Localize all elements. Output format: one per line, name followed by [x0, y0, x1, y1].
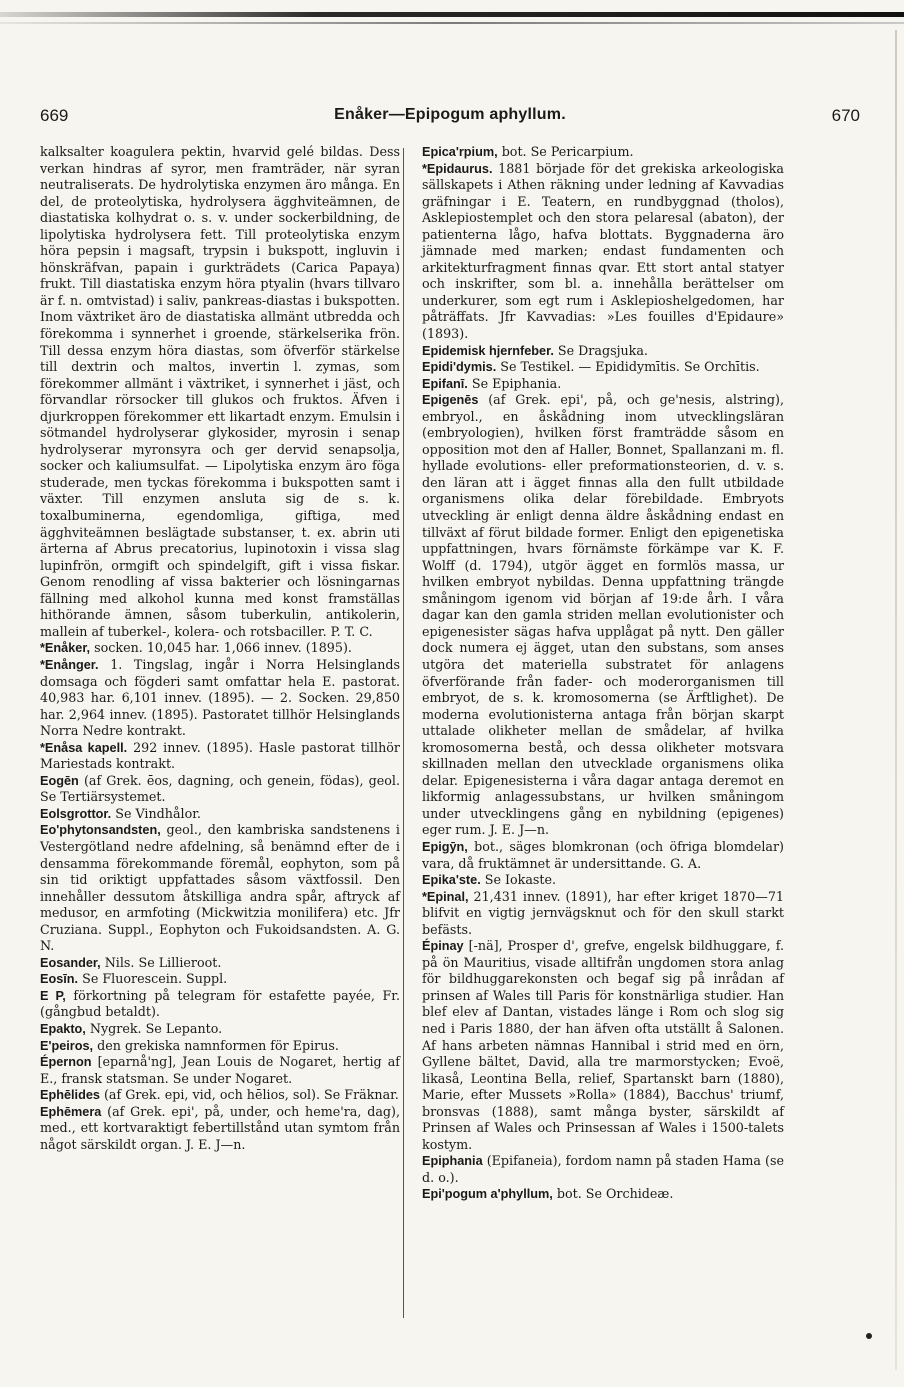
page-header: [40, 106, 860, 130]
entry-lemma: Eosander,: [40, 955, 101, 970]
entry: [422, 343, 784, 360]
margin-dot-mark: [866, 1333, 872, 1339]
entry: [422, 376, 784, 393]
entry: [422, 1186, 784, 1203]
running-head: Enåker—Epipogum aphyllum.: [334, 106, 566, 123]
entry: [422, 392, 784, 839]
entry-text: (af Grek. epi', på, och ge'nesis, alstring), embryol., en åskådning inom utvecklingsläran (embryologien), hvilken först framträdde såsom en opposition mot den af Haller, Bonnet, Spallanzani m. fl. hyllade evolutions- eller preformationsteorien, d. v. s. den läran att i ägget finnas alla den fullt utbildade organismens olika delar förebildade. Embryots utveckling är enligt denna äldre åskådning endast en tillväxt af förut bildade former. Enligt den epigenetiska uppfattningen, hvars förnämste förkämpe var K. F. Wolff (d. 1794), utgör ägget en formlös massa, ur hvilken embryot nybildas. Denna uppfattning trängde småningom igenom vid början af 19:de årh. I våra dagar kan den gamla striden mellan evolutionister och epigenesister sägas hafva upplågat på nytt. Den gäller dock numera ej ägget, utan den substans, som anses utgöra det materiella substratet för anlagens öfverförande från fader- och moderorganismen till embryot, de s. k. kromosomerna (se Ärftlighet). De moderna evolutionisterna antaga från början skarpt uttalade olikheter mellan de smådelar, af hvilka kromosomerna bestå, och dessa olikheter motsvara skillnaden mellan den utvecklade organismens olika delar. Epigenesisterna i våra dagar antaga deremot en likformig anlagessubstans, ur hvilken småningom under utvecklingens gång en nybildning (epigenes) eger rum. J. E. J—n.: [422, 392, 784, 838]
left-column: [40, 144, 400, 1153]
entry-lemma: *Epidaurus.: [422, 161, 493, 176]
entry-lemma: Eogēn: [40, 773, 79, 788]
entry: [40, 988, 400, 1021]
entry-text: 1. Tingslag, ingår i Norra Helsinglands domsaga och fögderi samt omfattar hela E. pastorat. 40,983 har. 6,101 innev. (1895). — 2. Socken. 29,850 har. 2,964 innev. (1895). Pastoratet tillhör Helsinglands Norra Nedre kontrakt.: [40, 656, 400, 739]
page-edge-shadow: [895, 30, 897, 1370]
entry-lemma: Epiphania: [422, 1154, 483, 1169]
entry-text: (af Grek. epi, vid, och hēlios, sol). Se Fräknar.: [103, 1087, 399, 1103]
entry-lemma: Epigȳn,: [422, 839, 468, 854]
entry-text: (Epifaneia), fordom namn på staden Hama (se d. o.).: [422, 1153, 784, 1185]
entry-text: kalksalter koagulera pektin, hvarvid gelé bildas. Dess verkan hindras af syror, men framträder, när syran neutraliserats. De hydrolytiska enzymen äro många. En del, de proteolytiska, hydrolysera ägghviteämnen, de diastatiska kolhydrat o. s. v. under sockerbildning, de lipolytiska hydrolysera fett. Till proteolytiska enzym höra pepsin i magsaft, trypsin i bukspott, ingluvin i hönskräfvan, papain i gurkträdets (Carica Papaya) frukt. Till diastatiska enzym höra ptyalin (hvars tillvaro är f. n. omtvistad) i saliv, pankreas-diastas i bukspotten. Inom växtriket äro de diastatiska allmänt utbredda och förekomma i synnerhet i groende, stärkelserika frön. Till dessa enzym höra diastas, som öfverför stärkelse till dextrin och maltos, invertin l. zymas, som förekommer allmänt i växtriket, i synnerhet i jäst, och förvandlar rörsocker till glukos och fruktos. Äfven i djurkroppen förekommer ett likartadt enzym. Emulsin i sötmandel hydrolyserar glykosider, myrosin i senap hydrolyserar myronsyra och ger dervid senapsolja, socker och kaliumsulfat. — Lipolytiska enzym äro föga studerade, men tyckas förekomma i bukspotten samt i växter. Till enzymen ansluta sig de s. k. toxalbuminerna, egendomliga, giftiga, med ägghviteämnen beslägtade substanser, t. ex. abrin uti ärterna af Abrus precatorius, lupinotoxin i vissa slag lupinfrön, ormgift och spindelgift, gift i vissa fiskar. Genom renodling af vissa bakterier och lösningarnas fällning med alkohol kunna med konst framställas hithörande ämnen, såsom tuberkulin, antikolerin, mallein af tuberkel-, kolera- och rotsbaciller. P. T. C.: [40, 144, 400, 639]
entry: [422, 161, 784, 343]
entry-lemma: Epika'ste.: [422, 873, 481, 888]
entry: [422, 889, 784, 939]
entry-text: Se Epiphania.: [471, 375, 562, 391]
entry-text: (af Grek. epi', på, under, och heme'ra, dag), med., ett kortvaraktigt febertillstånd utan symtom från något särskildt organ. J. E. J—n.: [40, 1103, 400, 1152]
entry-text: 1881 började för det grekiska arkeologiska sällskapets i Athen räkning under ledning af Kavvadias gräfningar i E. Teatern, en rundbyggnad (tholos), Asklepiostemplet och den stora pelaresal (abaton), der patienterna lågo, hafva blottats. Byggnaderna äro jämnade med marken; endast fundamenten och arkitekturfragment finnas qvar. Ett stort antal statyer och inskrifter, som bl. a. innehålla berättelser om underkurer, som egt rum i Asklepioshelgedomen, har påträffats. Jfr Kavvadias: »Les fouilles d'Epidaure» (1893).: [422, 160, 784, 342]
page-number-left: 669: [40, 106, 69, 125]
entry-lemma: *Enånger.: [40, 657, 99, 672]
entry: [422, 938, 784, 1153]
entry-text: Se Dragsjuka.: [557, 342, 648, 358]
entry-text: 21,431 innev. (1891), har efter kriget 1870—71 blifvit en vigtig jernvägsknut och för den skull starkt befästs.: [422, 888, 784, 937]
entry-lemma: *Epinal,: [422, 889, 469, 904]
right-column: [422, 144, 784, 1203]
entry: [40, 806, 400, 823]
entry: [40, 773, 400, 806]
entry-text: bot. Se Pericarpium.: [501, 144, 634, 159]
entry-lemma: Epifanī.: [422, 376, 468, 391]
entry-lemma: Ephēmera: [40, 1104, 102, 1119]
entry: [40, 144, 400, 640]
entry: [40, 822, 400, 954]
entry-text: Se Testikel. — Epididymītis. Se Orchītis.: [500, 359, 760, 375]
entry-lemma: Eosīn.: [40, 972, 79, 987]
entry-lemma: Eolsgrottor.: [40, 806, 112, 821]
entry: [422, 872, 784, 889]
column-divider: [403, 148, 404, 1318]
entry-text: 292 innev. (1895). Hasle pastorat tillhör Mariestads kontrakt.: [40, 739, 400, 772]
entry: [40, 1054, 400, 1087]
entry: [422, 1153, 784, 1186]
entry-lemma: *Enåsa kapell.: [40, 740, 128, 755]
entry-text: socken. 10,045 har. 1,066 innev. (1895).: [94, 640, 352, 656]
entry-text: [eparnå'ng], Jean Louis de Nogaret, hertig af E., fransk statsman. Se under Nogaret.: [40, 1054, 400, 1086]
entry: [40, 1104, 400, 1154]
entry-lemma: Epica'rpium,: [422, 145, 498, 159]
entry: [422, 144, 784, 161]
entry: [40, 1021, 400, 1038]
entry: [40, 657, 400, 740]
entry-lemma: Eo'phytonsandsten,: [40, 823, 161, 838]
entry-text: Se Fluorescein. Suppl.: [82, 971, 228, 987]
entry: [40, 740, 400, 773]
entry-text: bot., säges blomkronan (och öfriga blomdelar) vara, då fruktämnet är undersittande. G. A.: [422, 838, 784, 871]
entry: [40, 955, 400, 972]
entry: [422, 839, 784, 872]
entry-text: geol., den kambriska sandstenens i Vestergötland nedre afdelning, så benämnd efter de i densamma förekommande föremål, eophyton, som på sin tid oriktigt uppfattades såsom växtfossil. Den innehåller dessutom åtskilliga andra spår, aftryck af medusor, en armfoting (Mickwitzia monilifera) etc. Jfr Cruziana. Suppl., Eophyton och Fukoidsandsten. A. G. N.: [40, 822, 400, 954]
page-number-right: 670: [831, 106, 860, 125]
entry-lemma: E P,: [40, 988, 66, 1003]
entry: [422, 359, 784, 376]
entry-text: den grekiska namnformen för Epirus.: [97, 1037, 339, 1053]
entry-lemma: E'peiros,: [40, 1038, 94, 1053]
entry-text: förkortning på telegram för estafette payée, Fr. (gångbud betaldt).: [40, 987, 400, 1020]
entry-lemma: *Enåker,: [40, 641, 91, 656]
entry-text: Se Vindhålor.: [115, 805, 201, 821]
entry-text: bot. Se Orchideæ.: [556, 1186, 674, 1202]
entry-lemma: Epigenēs: [422, 393, 479, 408]
entry-text: (af Grek. ēos, dagning, och genein, födas), geol. Se Tertiärsystemet.: [40, 772, 400, 805]
entry-text: Se Iokaste.: [484, 872, 557, 888]
entry: [40, 971, 400, 988]
entry: [40, 1038, 400, 1055]
entry: [40, 1087, 400, 1104]
entry-text: Nygrek. Se Lepanto.: [89, 1020, 223, 1036]
entry-lemma: Epidemisk hjernfeber.: [422, 343, 554, 358]
entry-lemma: Epidi'dymis.: [422, 360, 497, 375]
top-border-line-thin: [0, 22, 904, 24]
entry-lemma: Épinay: [422, 939, 464, 954]
entry-lemma: Ephēlides: [40, 1088, 100, 1103]
entry-lemma: Epi'pogum a'phyllum,: [422, 1187, 553, 1202]
entry-lemma: Épernon: [40, 1055, 92, 1070]
entry-text: Nils. Se Lillieroot.: [104, 954, 222, 970]
top-border-line: [0, 12, 904, 17]
entry-text: [-nä], Prosper d', grefve, engelsk bildhuggare, f. på ön Mauritius, visade alltifrån ungdomen stora anlag för bildhuggarekonsten och begaf sig på inrådan af prinsen af Wales till Paris för konstnärliga studier. Han blef elev af Dantan, vistades länge i Rom och slog sig ned i Paris 1880, der han äfven ofta utställt å Salonen. Af hans arbeten nämnas Hannibal i strid med en örn, Gyllene bältet, David, alla tre marmorstycken; Evoë, likaså, Leontina Bella, relief, Spartanskt barn (1880), Marie, efter Mussets »Rolla» (1884), Bacchus' triumf, bronsvas (1888), samt många byster, särskildt af Prinsen af Wales och Prinsessan af Wales i 1500-talets kostym.: [422, 938, 784, 1152]
entry: [40, 640, 400, 657]
entry-lemma: Epakto,: [40, 1021, 86, 1036]
